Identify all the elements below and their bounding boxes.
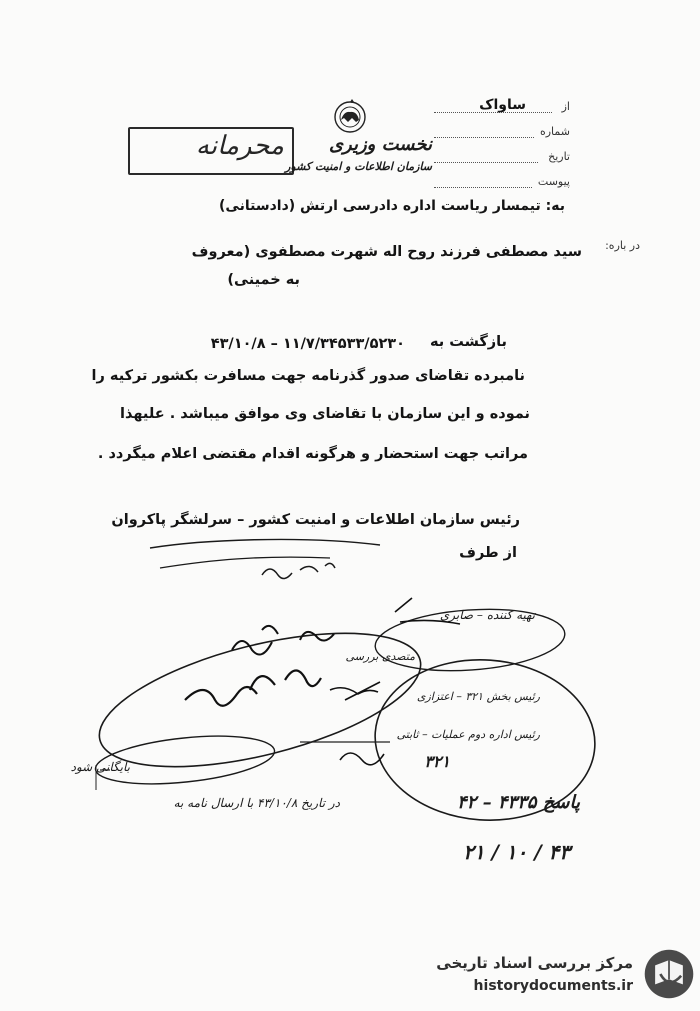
handwritten-archive-note: بایگانی شود xyxy=(70,760,130,774)
meta-from-value: ساواک xyxy=(479,97,526,113)
organization-name: سازمان اطلاعات و امنیت کشور xyxy=(285,160,432,173)
routing-section-number: ۳۲۱ xyxy=(424,752,450,771)
archive-url: historydocuments.ir xyxy=(473,978,633,994)
archive-watermark xyxy=(415,944,695,1006)
archive-name: مرکز بررسی اسناد تاریخی xyxy=(436,954,633,972)
archive-logo-icon xyxy=(643,948,695,1000)
routing-section-head: رئیس بخش ۳۲۱ – اعتزازی xyxy=(416,690,540,703)
routing-reviewer: متصدی بررسی xyxy=(345,650,415,663)
meta-attachment-label: پیوست xyxy=(537,175,570,188)
reference-value: ۴۳/۱۰/۸ – ۱۱/۷/۳۴۵۳۳/۵۲۳۰ xyxy=(210,336,405,352)
routing-prepared-by: تهیه کننده – صابری xyxy=(439,608,535,622)
ministry-name: نخست وزیری xyxy=(328,134,432,155)
letterhead xyxy=(282,98,432,198)
handwritten-reply-number: پاسخ ۴۳۳۵ – ۴۲ xyxy=(456,792,580,813)
meta-number-label: شماره xyxy=(539,125,570,138)
confidential-stamp-text: محرمانه xyxy=(195,131,284,161)
subject-line-2: به خمینی) xyxy=(227,272,300,288)
confidential-stamp xyxy=(128,127,294,175)
body-line-2: نموده و این سازمان با تقاضای وی موافق میباشد . علیهذا xyxy=(120,406,530,422)
reference-label: بازگشت به xyxy=(429,334,507,350)
routing-dept-head: رئیس اداره دوم عملیات – ثابتی xyxy=(396,728,540,741)
letter-meta xyxy=(430,97,570,195)
body-line-1: نامبرده تقاضای صدور گذرنامه جهت مسافرت بکشور ترکیه را xyxy=(91,368,525,384)
body-line-3: مراتب جهت استحضار و هرگونه اقدام مقتضی اعلام میگردد . xyxy=(97,446,528,462)
meta-attachment-line xyxy=(434,187,532,188)
signature-title: رئیس سازمان اطلاعات و امنیت کشور – سرلشگر پاکروان xyxy=(111,512,520,528)
meta-from-label: از xyxy=(561,100,570,113)
meta-number-line xyxy=(434,137,534,138)
recipient-line: به: تیمسار ریاست اداره دادرسی ارتش (دادستانی) xyxy=(219,198,565,214)
handwritten-note: در تاریخ ۴۳/۱۰/۸ با ارسال نامه به xyxy=(173,796,340,810)
subject-line-1: سید مصطفی فرزند روح اله شهرت مصطفوی (معروف xyxy=(191,244,582,260)
lion-and-sun-emblem-icon xyxy=(330,98,370,136)
handwritten-date: ۲۱ / ۱۰ / ۴۳ xyxy=(463,840,570,864)
meta-date-line xyxy=(434,162,538,163)
on-behalf-label: از طرف xyxy=(459,545,517,561)
meta-date-label: تاریخ xyxy=(548,150,570,163)
subject-label: در باره: xyxy=(605,239,640,252)
